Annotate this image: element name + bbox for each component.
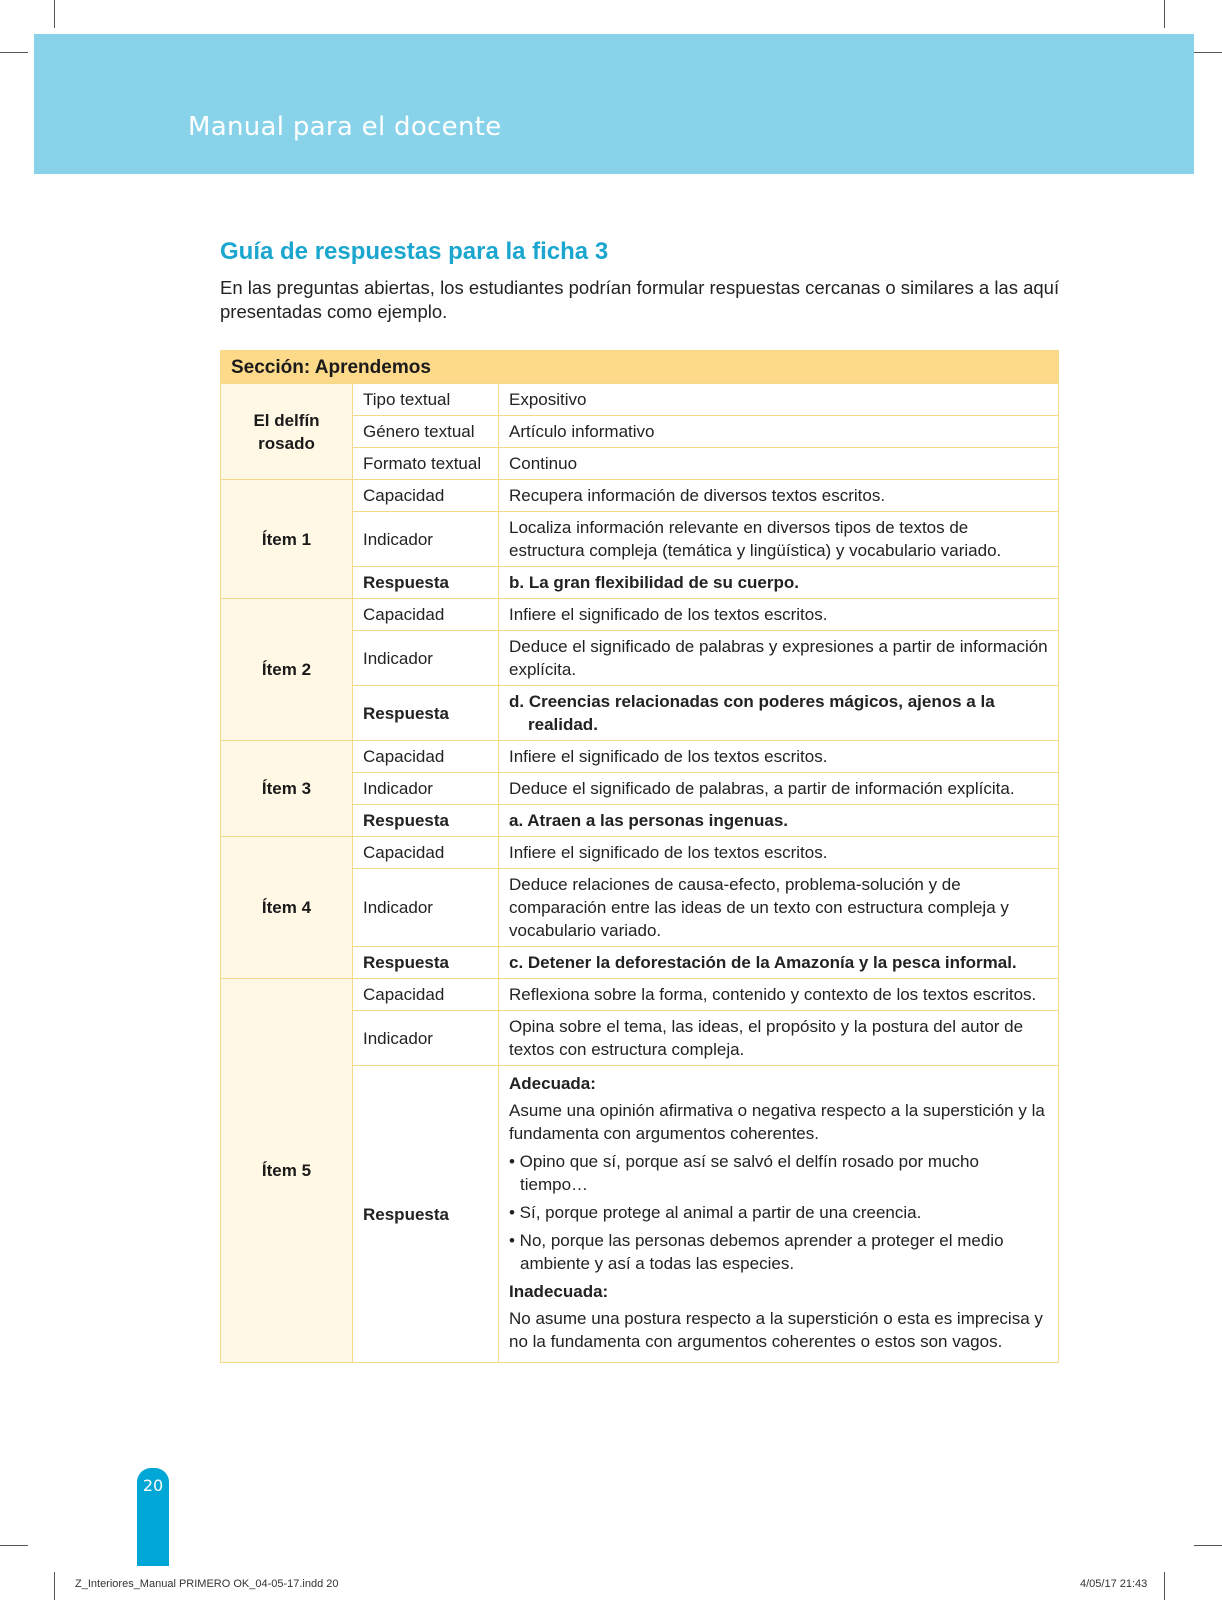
inadequate-text: No asume una postura respecto a la superstición o esta es imprecisa y no la fundamenta con argumentos coherentes o estos son vagos. — [509, 1309, 1043, 1351]
section-title: Sección: Aprendemos — [221, 351, 1059, 384]
example-bullet: • Sí, porque protege al animal a partir de una creencia. — [509, 1203, 922, 1222]
guide-title: Guía de respuestas para la ficha 3 — [220, 238, 609, 265]
row-value: Artículo informativo — [499, 416, 1059, 448]
group-label-item-4: Ítem 4 — [221, 837, 353, 979]
crop-mark — [1164, 0, 1165, 28]
example-bullet: • Opino que sí, porque así se salvó el delfín rosado por mucho tiempo… — [509, 1152, 979, 1194]
row-label: Género textual — [353, 416, 499, 448]
row-label: Indicador — [353, 773, 499, 805]
print-slug-file: Z_Interiores_Manual PRIMERO OK_04-05-17.indd 20 — [75, 1578, 339, 1590]
row-label: Indicador — [353, 869, 499, 947]
row-label: Tipo textual — [353, 384, 499, 416]
table-row — [221, 741, 1059, 773]
table-row — [221, 480, 1059, 512]
crop-mark — [0, 1545, 28, 1546]
row-label: Indicador — [353, 512, 499, 567]
row-label: Respuesta — [353, 805, 499, 837]
adequate-text: Asume una opinión afirmativa o negativa respecto a la superstición y la fundamenta con argumentos coherentes. — [509, 1101, 1045, 1143]
answer-value: c. Detener la deforestación de la Amazonía y la pesca informal. — [499, 947, 1059, 979]
crop-mark — [1194, 1545, 1222, 1546]
print-slug-date: 4/05/17 21:43 — [1080, 1578, 1148, 1590]
row-label: Formato textual — [353, 448, 499, 480]
row-label: Capacidad — [353, 979, 499, 1011]
group-label-item-2: Ítem 2 — [221, 599, 353, 741]
crop-mark — [1194, 52, 1222, 53]
answer-value: d. Creencias relacionadas con poderes mágicos, ajenos a la realidad. — [509, 692, 995, 734]
section-row — [221, 351, 1059, 384]
row-label: Respuesta — [353, 686, 499, 741]
table-row — [221, 837, 1059, 869]
crop-mark — [54, 1572, 55, 1600]
crop-mark — [1164, 1572, 1165, 1600]
row-value: Recupera información de diversos textos escritos. — [499, 480, 1059, 512]
row-label: Capacidad — [353, 599, 499, 631]
row-value: Continuo — [499, 448, 1059, 480]
answer-value: b. La gran flexibilidad de su cuerpo. — [499, 567, 1059, 599]
row-value: Infiere el significado de los textos escritos. — [499, 837, 1059, 869]
row-value: Infiere el significado de los textos escritos. — [499, 599, 1059, 631]
row-label: Capacidad — [353, 480, 499, 512]
answers-table — [220, 350, 1059, 1363]
row-label: Respuesta — [353, 1066, 499, 1363]
row-label: Capacidad — [353, 837, 499, 869]
table-row — [221, 599, 1059, 631]
group-label-text: El delfín rosado — [221, 384, 353, 480]
row-label: Respuesta — [353, 947, 499, 979]
row-value: Expositivo — [499, 384, 1059, 416]
crop-mark — [54, 0, 55, 28]
guide-intro: En las preguntas abiertas, los estudiantes podrían formular respuestas cercanas o similares a las aquí presentadas como ejemplo. — [220, 277, 1060, 322]
answer-cell — [499, 686, 1059, 741]
row-label: Capacidad — [353, 741, 499, 773]
example-bullet: • No, porque las personas debemos aprender a proteger el medio ambiente y así a todas las especies. — [509, 1231, 1004, 1273]
group-label-item-5: Ítem 5 — [221, 979, 353, 1363]
row-value: Reflexiona sobre la forma, contenido y contexto de los textos escritos. — [499, 979, 1059, 1011]
row-label: Indicador — [353, 1011, 499, 1066]
row-value: Deduce el significado de palabras, a partir de información explícita. — [499, 773, 1059, 805]
header-band — [34, 34, 1194, 174]
row-value: Localiza información relevante en diversos tipos de textos de estructura compleja (temática y lingüística) y vocabulario variado. — [499, 512, 1059, 567]
group-label-item-3: Ítem 3 — [221, 741, 353, 837]
open-response-cell — [499, 1066, 1059, 1363]
table-row — [221, 979, 1059, 1011]
row-value: Deduce el significado de palabras y expresiones a partir de información explícita. — [499, 631, 1059, 686]
row-value: Opina sobre el tema, las ideas, el propósito y la postura del autor de textos con estructura compleja. — [499, 1011, 1059, 1066]
answer-value: a. Atraen a las personas ingenuas. — [499, 805, 1059, 837]
page-number: 20 — [142, 1476, 164, 1495]
group-label-item-1: Ítem 1 — [221, 480, 353, 599]
row-value: Infiere el significado de los textos escritos. — [499, 741, 1059, 773]
crop-mark — [0, 52, 28, 53]
header-title: Manual para el docente — [188, 112, 502, 142]
table-row — [221, 384, 1059, 416]
inadequate-title: Inadecuada: — [509, 1282, 609, 1301]
adequate-title: Adecuada: — [509, 1074, 596, 1093]
row-value: Deduce relaciones de causa-efecto, problema-solución y de comparación entre las ideas de un texto con estructura compleja y vocabulario variado. — [499, 869, 1059, 947]
row-label: Respuesta — [353, 567, 499, 599]
row-label: Indicador — [353, 631, 499, 686]
